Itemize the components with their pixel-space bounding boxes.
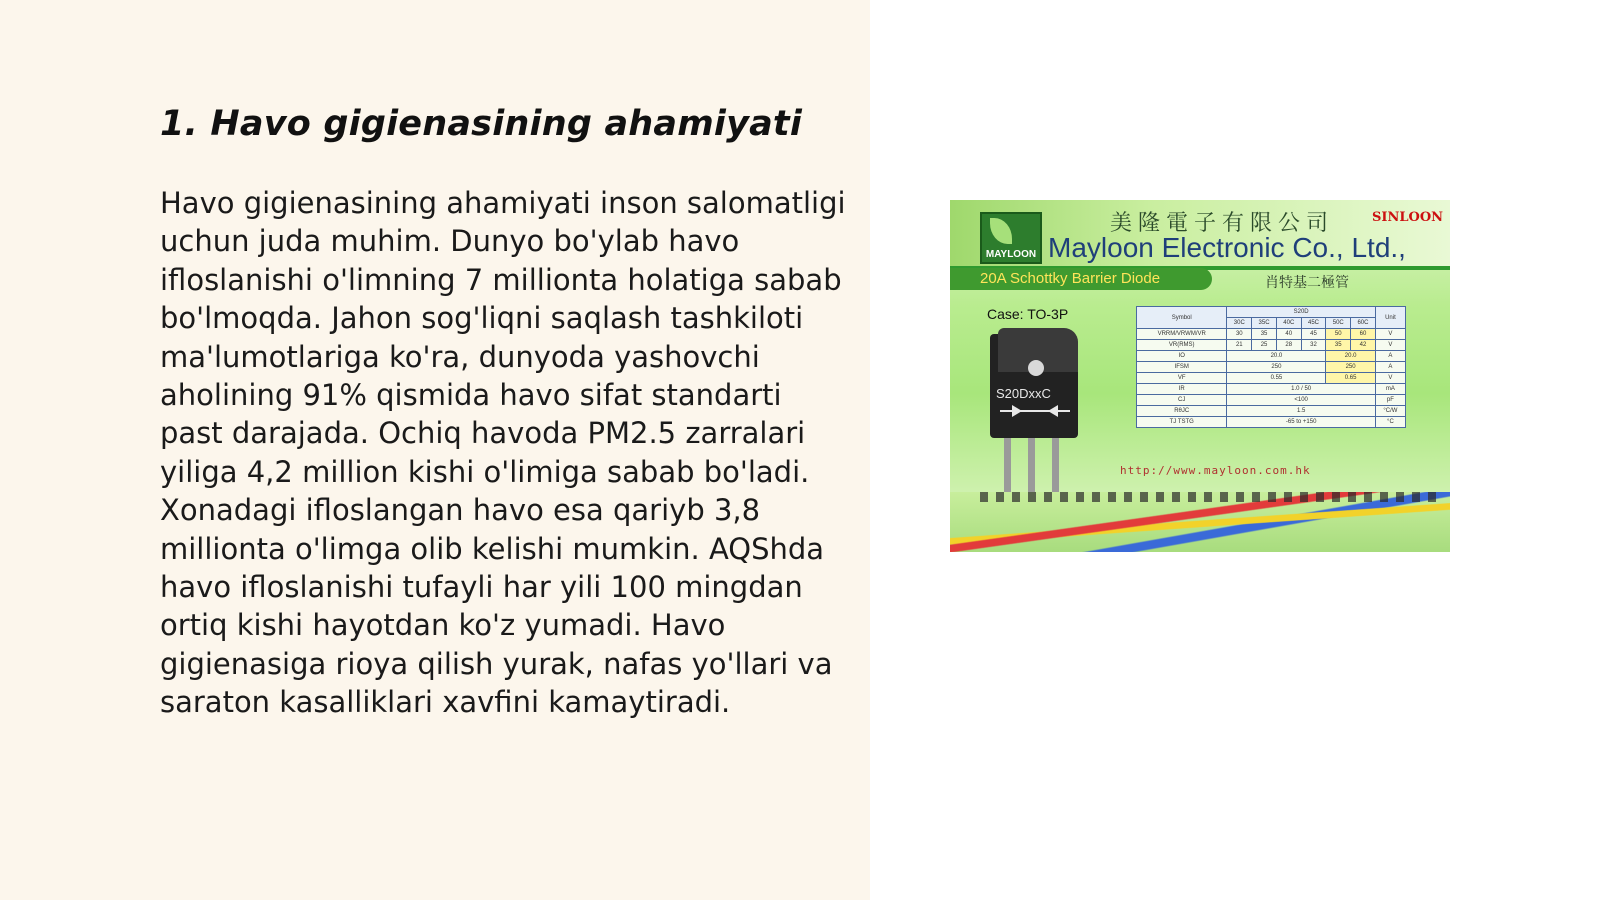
variant-header: 50C — [1326, 318, 1351, 329]
table-cell: 50 — [1326, 329, 1351, 340]
table-cell: 42 — [1351, 340, 1376, 351]
table-cell: RθJC — [1137, 406, 1227, 417]
table-cell: 45 — [1301, 329, 1326, 340]
table-cell: IR — [1137, 384, 1227, 395]
website-url: http://www.mayloon.com.hk — [1120, 464, 1311, 477]
table-row — [1137, 340, 1406, 351]
variant-header: 45C — [1301, 318, 1326, 329]
product-name-chinese: 肖特基二極管 — [1265, 275, 1349, 291]
case-label: Case: TO-3P — [987, 306, 1069, 322]
table-cell: VR(RMS) — [1137, 340, 1227, 351]
diode-product-image — [950, 200, 1450, 552]
table-cell: 25 — [1252, 340, 1277, 351]
table-cell: IO — [1137, 351, 1227, 362]
table-row — [1137, 384, 1406, 395]
table-row — [1137, 417, 1406, 428]
table-cell: A — [1375, 362, 1405, 373]
diode-symbol-icon — [1000, 410, 1070, 412]
table-cell: pF — [1375, 395, 1405, 406]
table-row — [1137, 351, 1406, 362]
leaf-icon — [990, 218, 1012, 244]
table-cell: 30 — [1227, 329, 1252, 340]
table-cell: 35 — [1326, 340, 1351, 351]
table-row — [1137, 373, 1406, 384]
table-cell: V — [1375, 373, 1405, 384]
table-row — [1137, 362, 1406, 373]
table-cell: 1.0 / 50 — [1227, 384, 1375, 395]
table-cell: 0.55 — [1227, 373, 1326, 384]
table-cell: 20.0 — [1326, 351, 1375, 362]
company-name-chinese: 美隆電子有限公司 — [1110, 211, 1335, 236]
table-cell: 60 — [1351, 329, 1376, 340]
table-cell: <100 — [1227, 395, 1375, 406]
variant-header: 60C — [1351, 318, 1376, 329]
table-cell: 40 — [1276, 329, 1301, 340]
table-cell: °C/W — [1375, 406, 1405, 417]
table-cell: 250 — [1227, 362, 1326, 373]
variant-header: 30C — [1227, 318, 1252, 329]
table-cell: 1.5 — [1227, 406, 1375, 417]
table-cell: -65 to +150 — [1227, 417, 1375, 428]
table-cell: V — [1375, 329, 1405, 340]
table-cell: V — [1375, 340, 1405, 351]
mounting-hole — [1028, 360, 1044, 376]
company-name-english: Mayloon Electronic Co., Ltd., — [1048, 232, 1406, 263]
logo-text: MAYLOON — [985, 249, 1037, 260]
product-name: 20A Schottky Barrier Diode — [980, 270, 1161, 287]
table-row — [1137, 395, 1406, 406]
table-header: S20D — [1227, 307, 1375, 318]
variant-header: 40C — [1276, 318, 1301, 329]
table-cell: 250 — [1326, 362, 1375, 373]
brand-mark: SINLOON — [1372, 210, 1444, 225]
slide-body-text: Havo gigienasining ahamiyati inson salomatligi uchun juda muhim. Dunyo bo'ylab havo ifloslanishi o'limning 7 millionta holatiga sabab bo'lmoqda. Jahon sog'liqni saqlash tashkiloti ma'lumotlariga ko'ra, dunyoda yashovchi aholining 91% qismida havo sifat standarti past darajada. Ochiq havoda PM2.5 zarralari yiligа 4,2 million kishi o'limiga sabab bo'ladi. Xonadagi ifloslangan havo esa qariyb 3,8 millionta o'limga olib kelishi mumkin. AQShda havo ifloslanishi tufayli har yili 100 mingdan ortiq kishi hayotdan ko'z yumadi. Havo gigienasiga rioya qilish yurak, nafas yo'llari va saraton kasalliklari xavfini kamaytiradi. — [160, 186, 846, 720]
table-cell: VRRM/VRWM/VR — [1137, 329, 1227, 340]
table-cell: IFSM — [1137, 362, 1227, 373]
mayloon-logo — [980, 212, 1042, 264]
table-cell: °C — [1375, 417, 1405, 428]
table-cell: VF — [1137, 373, 1227, 384]
slide-title: 1. Havo gigienasining ahamiyati — [160, 104, 803, 144]
table-cell: 28 — [1276, 340, 1301, 351]
table-cell: 0.65 — [1326, 373, 1375, 384]
table-cell: 20.0 — [1227, 351, 1326, 362]
table-cell: A — [1375, 351, 1405, 362]
variant-header: 35C — [1252, 318, 1277, 329]
table-cell: mA — [1375, 384, 1405, 395]
package-marking: S20DxxC — [996, 386, 1051, 401]
table-header: Unit — [1375, 307, 1405, 329]
table-cell: 21 — [1227, 340, 1252, 351]
spec-table — [1136, 306, 1406, 428]
table-row — [1137, 329, 1406, 340]
table-header: Symbol — [1137, 307, 1227, 329]
table-cell: 32 — [1301, 340, 1326, 351]
table-cell: 35 — [1252, 329, 1277, 340]
table-cell: CJ — [1137, 395, 1227, 406]
table-cell: TJ TSTG — [1137, 417, 1227, 428]
component-strip — [980, 492, 1440, 502]
table-row — [1137, 406, 1406, 417]
